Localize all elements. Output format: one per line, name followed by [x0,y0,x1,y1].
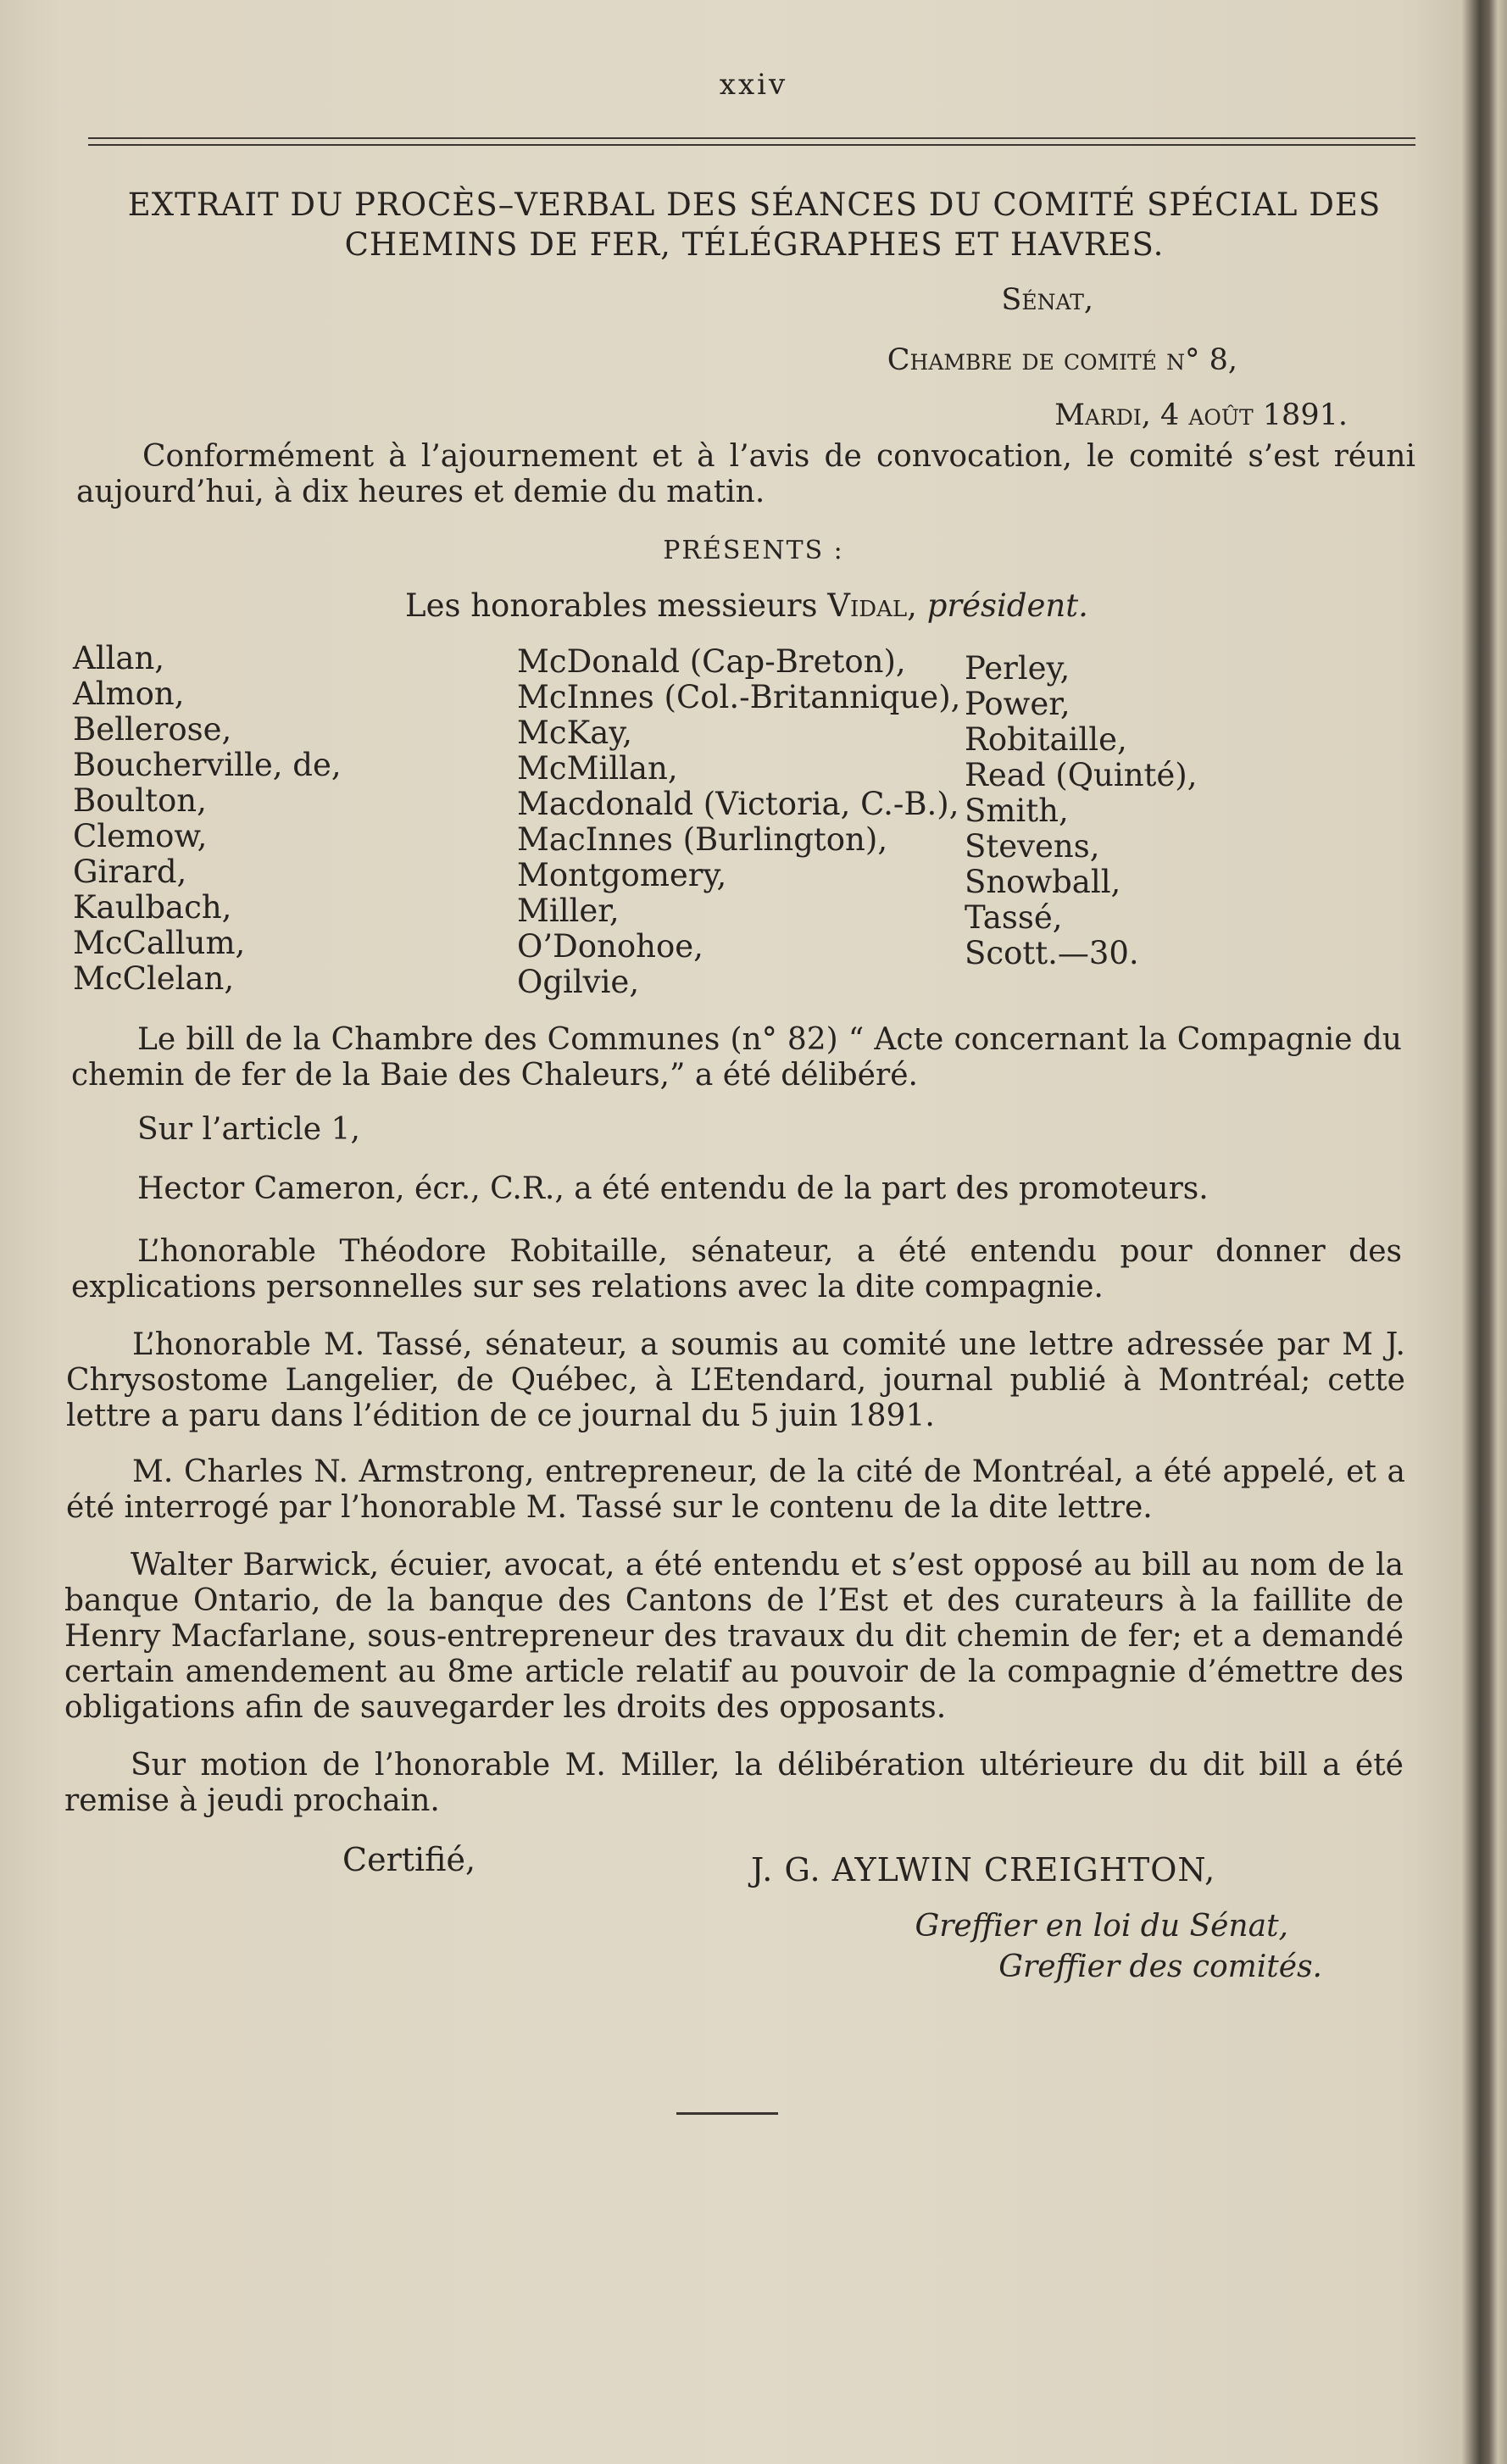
paragraph-motion: Sur motion de l’honorable M. Miller, la délibération ultérieure du dit bill a été remise à jeudi prochain. [64,1748,1404,1818]
member-name: McDonald (Cap-Breton), [517,643,906,680]
paragraph-robitaille: L’honorable Théodore Robitaille, sénateur, a été entendu pour donner des explications personnelles sur ses relations avec la dite compagnie. [71,1234,1402,1304]
member-name: Boucherville, de, [73,747,342,783]
members-column-3 [965,651,1197,971]
member-name: Stevens, [965,828,1100,865]
closing-rule [676,2112,778,2115]
member-name: McCallum, [73,925,246,961]
president-role: président. [926,587,1088,624]
member-name: McInnes (Col.-Britannique), [517,679,961,715]
paragraph-tasse: L’honorable M. Tassé, sénateur, a soumis au comité une lettre adressée par M J. Chrysostome Langelier, de Québec, à L’Etendard, journal publié à Montréal; cette lettre a paru dans l’édition de ce journal du 5 juin 1891. [66,1327,1405,1433]
member-name: Almon, [73,676,185,712]
presents-heading: PRÉSENTS : [663,536,844,565]
members-column-1 [73,641,342,997]
signatory-title-2: Greffier des comités. [998,1950,1322,1984]
member-name: O’Donohoe, [517,928,703,965]
member-name: Allan, [73,640,165,676]
member-name: Read (Quinté), [965,757,1198,793]
member-name: McKay, [517,715,633,751]
document-title [76,185,1432,264]
member-name: Boulton, [73,782,207,819]
title-line-1: EXTRAIT DU PROCÈS–VERBAL DES SÉANCES DU COMITÉ SPÉCIAL DES [127,186,1382,223]
member-name: Power, [965,686,1070,722]
dateline-room: Chambre de comité n° 8, [887,343,1237,377]
president-name: Vidal, [827,587,917,624]
signatory-title-1: Greffier en loi du Sénat, [915,1909,1288,1944]
member-name: Ogilvie, [517,964,640,1000]
member-name: Perley, [965,650,1070,687]
member-name: Smith, [965,793,1069,829]
dateline-body: Sénat, [1001,283,1093,317]
member-name: Tassé, [965,899,1063,936]
header-rule-bottom [88,144,1415,146]
title-line-2: CHEMINS DE FER, TÉLÉGRAPHES ET HAVRES. [344,226,1165,263]
member-name: Bellerose, [73,711,232,748]
paragraph-cameron: Hector Cameron, écr., C.R., a été entendu de la part des promoteurs. [137,1171,1209,1206]
certified-label: Certifié, [342,1841,476,1878]
page-number: xxiv [719,68,788,102]
paragraph-armstrong: M. Charles N. Armstrong, entrepreneur, de la cité de Montréal, a été appelé, et a été interrogé par l’honorable M. Tassé sur le contenu de la dite lettre. [66,1454,1405,1525]
member-name: McClelan, [73,960,235,997]
paragraph-bill: Le bill de la Chambre des Communes (n° 82) “ Acte concernant la Compagnie du chemin de fer de la Baie des Chaleurs,” a été délibéré. [71,1022,1402,1093]
member-name: Kaulbach, [73,889,232,926]
member-name: McMillan, [517,750,678,787]
paragraph-barwick: Walter Barwick, écuier, avocat, a été entendu et s’est opposé au bill au nom de la banque Ontario, de la banque des Cantons de l’Est et des curateurs à la faillite de Henry Macfarlane, sous-entrepreneur des travaux du dit chemin de fer; et a demandé certain amendement au 8me article relatif au pouvoir de la compagnie d’émettre des obligations afin de sauvegarder les droits des opposants. [64,1548,1404,1725]
member-name: Robitaille, [965,721,1127,758]
member-name: Macdonald (Victoria, C.-B.), [517,786,959,822]
paragraph-article: Sur l’article 1, [137,1112,360,1147]
signatory-name: J. G. AYLWIN CREIGHTON, [751,1851,1216,1888]
member-name: Snowball, [965,864,1121,900]
member-name: Girard, [73,854,187,890]
dateline-date: Mardi, 4 août 1891. [1054,398,1348,432]
member-name: Scott.—30. [965,935,1139,971]
member-name: Miller, [517,893,620,929]
president-line: Les honorables messieurs Vidal, président. [405,587,1088,624]
members-column-2 [517,644,960,1000]
header-rule-top [88,137,1415,139]
member-name: Clemow, [73,818,208,854]
opening-paragraph: Conformément à l’ajournement et à l’avis de convocation, le comité s’est réuni aujourd’hui, à dix heures et demie du matin. [76,439,1415,509]
member-name: Montgomery, [517,857,727,893]
member-name: MacInnes (Burlington), [517,821,888,858]
